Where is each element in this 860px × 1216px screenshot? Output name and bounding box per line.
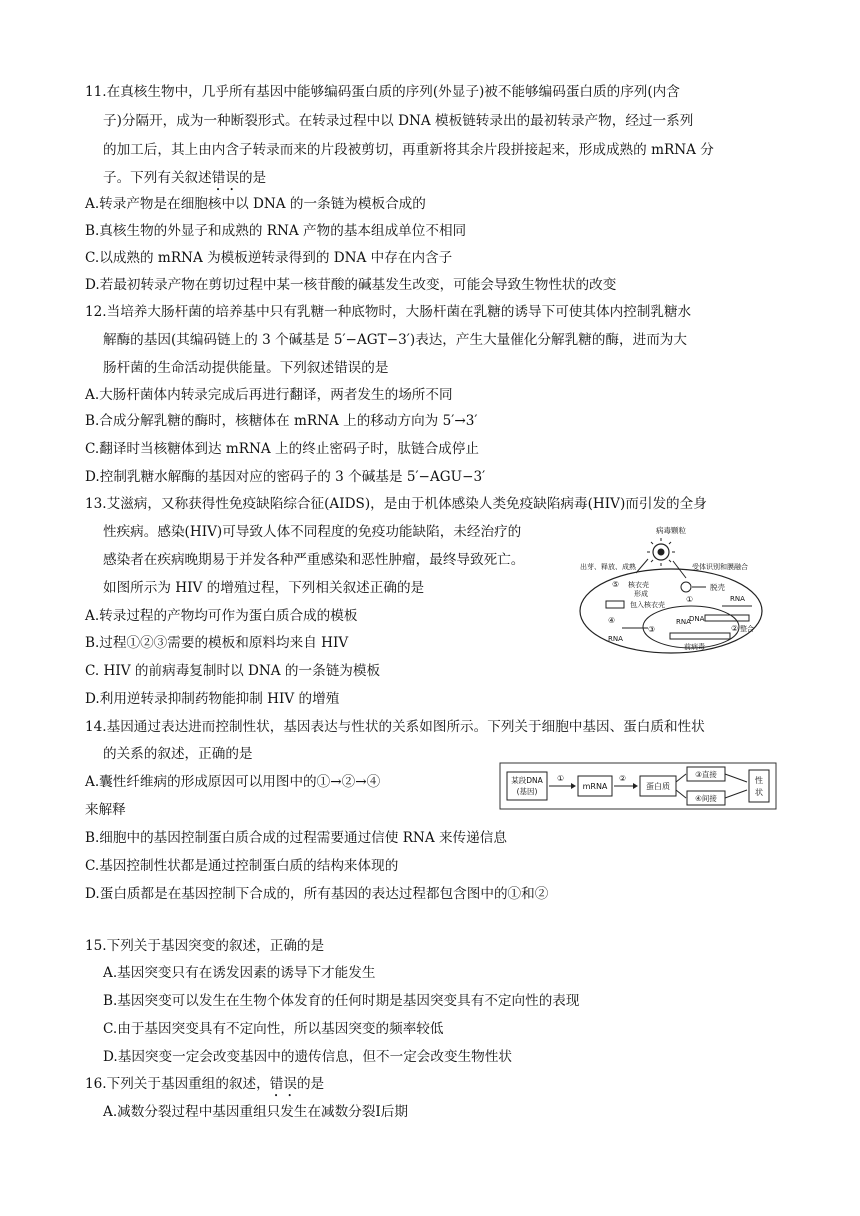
q12-stem-line-1: 12.当培养大肠杆菌的培养基中只有乳糖一种底物时，大肠杆菌在乳糖的诱导下可使其体内控制乳糖水 <box>85 304 692 320</box>
arrow-indirect <box>725 790 747 798</box>
virus-label: 病毒颗粒 <box>656 526 686 535</box>
q15-option-d: D.基因突变一定会改变基因中的遗传信息，但不一定会改变生物性状 <box>103 1049 512 1065</box>
q13-option-a: A.转录过程的产物均可作为蛋白质合成的模板 <box>85 608 358 624</box>
receptor-label: 受体识别和膜融合 <box>692 563 748 571</box>
q15-stem: 15.下列关于基因突变的叙述，正确的是 <box>85 938 325 954</box>
q15-option-b: B.基因突变可以发生在生物个体发育的任何时期是基因突变具有不定向性的表现 <box>103 993 580 1009</box>
q16-emphasis: 错误 <box>269 1076 297 1092</box>
provirus-label: 前病毒 <box>684 643 705 651</box>
hiv-replication-figure <box>576 523 771 655</box>
capsid-bar-icon <box>606 601 624 608</box>
mrna-box-label: mRNA <box>582 782 608 791</box>
q13-option-d: D.利用逆转录抑制药物能抑制 HIV 的增殖 <box>85 691 340 707</box>
dna-label: DNA <box>689 615 705 623</box>
capsid-form-label: 核衣壳 <box>628 581 649 589</box>
capsid-form-label-2: 形成 <box>634 590 648 598</box>
q12-stem-line-2: 解酶的基因(其编码链上的 3 个碱基是 5′−AGT−3′)表达，产生大量催化分解乳糖的酶，进而为大 <box>103 332 687 348</box>
step-1-marker: ① <box>557 774 565 783</box>
q11-option-d: D.若最初转录产物在剪切过程中某一核苷酸的碱基发生改变，可能会导致生物性状的改变 <box>85 277 617 293</box>
arrow-direct <box>725 774 747 782</box>
q15-option-a: A.基因突变只有在诱发因素的诱导下才能发生 <box>103 965 376 981</box>
trait-label-2: 状 <box>755 788 763 797</box>
q12-option-d: D.控制乳糖水解酶的基因对应的密码子的 3 个碱基是 5′−AGU−3′ <box>85 469 486 485</box>
trait-label-1: 性 <box>755 776 763 785</box>
trait-box <box>749 770 769 802</box>
q13-stem-line-2: 性疾病。感染(HIV)可导致人体不同程度的免疫功能缺陷，未经治疗的 <box>103 524 522 540</box>
q11-option-c: C.以成熟的 mRNA 为模板逆转录得到的 DNA 中存在内含子 <box>85 250 453 266</box>
q15-option-c: C.由于基因突变具有不定向性，所以基因突变的频率较低 <box>103 1021 444 1037</box>
release-label: 出芽、释放、成熟 <box>580 563 636 571</box>
q16-stem <box>85 1075 324 1100</box>
q13-option-c: C. HIV 的前病毒复制时以 DNA 的一条链为模板 <box>85 663 381 679</box>
q14-stem-line-1: 14.基因通过表达进而控制性状，基因表达与性状的关系如图所示。下列关于细胞中基因、蛋白质和性状 <box>85 719 705 735</box>
q14-option-c: C.基因控制性状都是通过控制蛋白质的结构来体现的 <box>85 858 399 874</box>
q12-option-a: A.大肠杆菌体内转录完成后再进行翻译，两者发生的场所不同 <box>85 387 453 403</box>
q14-option-d: D.蛋白质都是在基因控制下合成的，所有基因的表达过程都包含图中的①和② <box>85 886 549 902</box>
q16-stem-head: 16.下列关于基因重组的叙述， <box>85 1076 270 1092</box>
nucleus-outline <box>643 606 739 648</box>
virus-particle-icon <box>647 538 675 566</box>
q16-option-a: A.减数分裂过程中基因重组只发生在减数分裂Ⅰ后期 <box>103 1104 408 1120</box>
step-3-label: ③ <box>648 625 656 634</box>
q14-option-b: B.细胞中的基因控制蛋白质合成的过程需要通过信使 RNA 来传递信息 <box>85 830 507 846</box>
q11-option-a: A.转录产物是在细胞核中以 DNA 的一条链为模板合成的 <box>85 196 426 212</box>
q12-option-b: B.合成分解乳糖的酶时，核糖体在 mRNA 上的移动方向为 5′→3′ <box>85 413 478 429</box>
step-2-marker: ② <box>619 774 627 783</box>
step-5-label: ⑤ <box>612 580 620 589</box>
step-1-label: ① <box>686 595 694 604</box>
q14-stem-line-2: 的关系的叙述，正确的是 <box>103 746 253 762</box>
virion-entering-icon <box>681 582 691 592</box>
q13-stem-line-3: 感染者在疾病晚期易于并发各种严重感染和恶性肿瘤，最终导致死亡。 <box>103 552 525 568</box>
q11-stem-line-3: 的加工后，其上由内含子转录而来的片段被剪切，再重新将其余片段拼接起来，形成成熟的 mRNA 分 <box>103 142 714 158</box>
protein-box-label: 蛋白质 <box>646 782 670 791</box>
gene-expression-figure <box>499 762 777 810</box>
q13-stem-line-4: 如图所示为 HIV 的增殖过程，下列相关叙述正确的是 <box>103 580 425 596</box>
q11-emphasis: 错误 <box>211 170 239 186</box>
q11-stem-line-4 <box>103 169 266 194</box>
arrow-1-head <box>571 783 576 789</box>
q14-option-a: A.囊性纤维病的形成原因可以用图中的①→②→④ <box>85 774 381 790</box>
q16-stem-tail: 的是 <box>296 1076 325 1092</box>
direct-label: ③直接 <box>695 770 717 779</box>
step-2-label: ② <box>731 624 739 633</box>
q12-option-c: C.翻译时当核糖体到达 mRNA 上的终止密码子时，肽链合成停止 <box>85 441 479 457</box>
dna-bar <box>705 615 749 621</box>
arrow-2-head <box>633 783 638 789</box>
arrow-3-stem <box>676 774 686 782</box>
rna-label-nucleus: RNA <box>676 618 691 626</box>
integrate-label: 整合 <box>740 625 754 633</box>
provirus-bar <box>670 633 730 639</box>
q11-option-b: B.真核生物的外显子和成熟的 RNA 产物的基本组成单位不相同 <box>85 223 467 239</box>
rna-label-top: RNA <box>730 595 745 603</box>
q11-stem-line-2: 子)分隔开，成为一种断裂形式。在转录过程中以 DNA 模板链转录出的最初转录产物，经过一系列 <box>103 113 694 129</box>
arrow-4-stem <box>676 790 686 798</box>
indirect-label: ④间接 <box>695 794 717 803</box>
q11-stem-line-1: 11.在真核生物中，几乎所有基因中能够编码蛋白质的序列(外显子)被不能够编码蛋白质的序列(内含 <box>85 84 680 100</box>
q13-stem-line-1: 13.艾滋病，又称获得性免疫缺陷综合征(AIDS)，是由于机体感染人类免疫缺陷病毒(HIV)而引发的全身 <box>85 496 707 512</box>
uncoat-label: 脱壳 <box>710 583 725 592</box>
gene-box-label-1: 某段DNA <box>511 776 543 785</box>
package-label: 包入核衣壳 <box>630 601 665 609</box>
step-4-label: ④ <box>608 616 616 625</box>
q11-stem-tail: 的是 <box>238 170 267 186</box>
q14-option-a-cont: 来解释 <box>85 802 126 818</box>
rna-label-bottom: RNA <box>608 635 623 643</box>
gene-box-label-2: (基因) <box>516 787 538 796</box>
q11-stem-text: 子。下列有关叙述 <box>103 170 212 186</box>
q13-option-b: B.过程①②③需要的模板和原料均来自 HIV <box>85 635 349 651</box>
q12-stem-line-3: 肠杆菌的生命活动提供能量。下列叙述错误的是 <box>103 360 389 376</box>
